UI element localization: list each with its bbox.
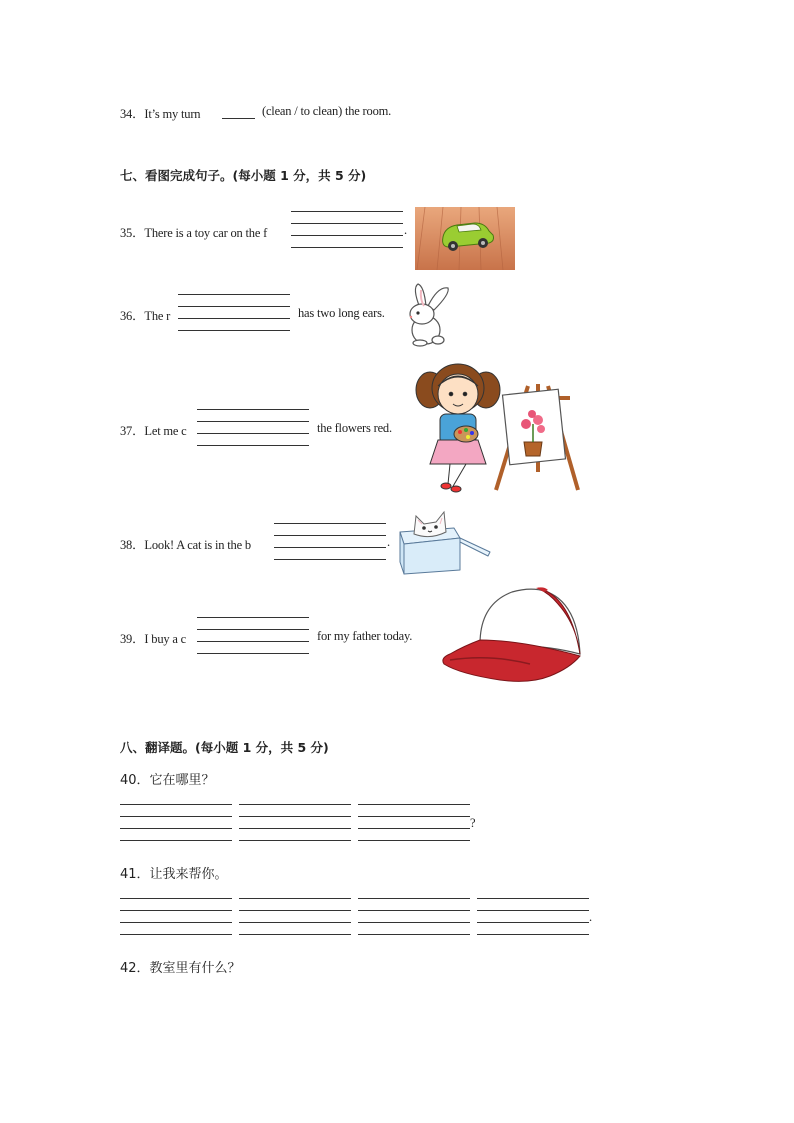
section7-title: 七、看图完成句子。(每小题 1 分，共 5 分) bbox=[120, 168, 367, 183]
q35 bbox=[120, 223, 267, 241]
q39 bbox=[120, 629, 186, 647]
girl-painting-image bbox=[410, 362, 582, 494]
q39-text-end: for my father today. bbox=[317, 629, 413, 643]
q37-text: Let me c bbox=[144, 424, 187, 438]
q38-writing-lines[interactable] bbox=[274, 523, 386, 563]
q38-period: . bbox=[387, 535, 390, 549]
q37-number: 37． bbox=[120, 424, 145, 438]
q40-chinese: 它在哪里？ bbox=[149, 773, 215, 788]
q36-text-end: has two long ears. bbox=[298, 306, 385, 320]
q39-writing-lines[interactable] bbox=[197, 617, 309, 657]
q40 bbox=[120, 769, 215, 788]
q34-text: It’s my turn bbox=[144, 107, 201, 121]
q40-number: 40． bbox=[120, 773, 150, 788]
q41-period: . bbox=[589, 910, 592, 924]
q39-number: 39． bbox=[120, 632, 145, 646]
q36-text: The r bbox=[144, 309, 171, 323]
q41-number: 41． bbox=[120, 867, 150, 882]
q38-number: 38． bbox=[120, 538, 145, 552]
q40-question-mark: ? bbox=[470, 816, 476, 830]
q39-text: I buy a c bbox=[144, 632, 186, 646]
q34 bbox=[120, 104, 200, 122]
section8-title: 八、翻译题。(每小题 1 分，共 5 分) bbox=[120, 740, 329, 755]
red-cap-image bbox=[440, 584, 584, 688]
q34-number: 34． bbox=[120, 107, 145, 121]
q36-writing-lines[interactable] bbox=[178, 294, 290, 334]
q35-writing-lines[interactable] bbox=[291, 211, 403, 251]
q41-writing-lines-4[interactable] bbox=[477, 898, 589, 934]
q40-writing-lines-3[interactable] bbox=[358, 804, 470, 840]
q34-hint: (clean / to clean) the room. bbox=[262, 104, 392, 118]
q36-number: 36． bbox=[120, 309, 145, 323]
q41 bbox=[120, 863, 228, 882]
q37 bbox=[120, 421, 187, 439]
q40-writing-lines-2[interactable] bbox=[239, 804, 351, 840]
q41-writing-lines-2[interactable] bbox=[239, 898, 351, 934]
q41-writing-lines-3[interactable] bbox=[358, 898, 470, 934]
q34-answer-blank[interactable] bbox=[222, 118, 255, 119]
toy-car-image bbox=[415, 207, 515, 270]
q37-writing-lines[interactable] bbox=[197, 409, 309, 449]
rabbit-image bbox=[398, 282, 456, 348]
q40-writing-lines-1[interactable] bbox=[120, 804, 232, 840]
q35-number: 35． bbox=[120, 226, 145, 240]
q35-period: . bbox=[404, 223, 407, 237]
q37-text-end: the flowers red. bbox=[317, 421, 392, 435]
cat-in-box-image bbox=[394, 508, 496, 578]
q42-number: 42． bbox=[120, 961, 150, 976]
q42 bbox=[120, 957, 241, 976]
q41-chinese: 让我来帮你。 bbox=[149, 867, 228, 882]
q35-text: There is a toy car on the f bbox=[144, 226, 268, 240]
q41-writing-lines-1[interactable] bbox=[120, 898, 232, 934]
q38-text: Look! A cat is in the b bbox=[144, 538, 251, 552]
q42-chinese: 教室里有什么？ bbox=[149, 961, 241, 976]
q38 bbox=[120, 535, 251, 553]
q36 bbox=[120, 306, 170, 324]
